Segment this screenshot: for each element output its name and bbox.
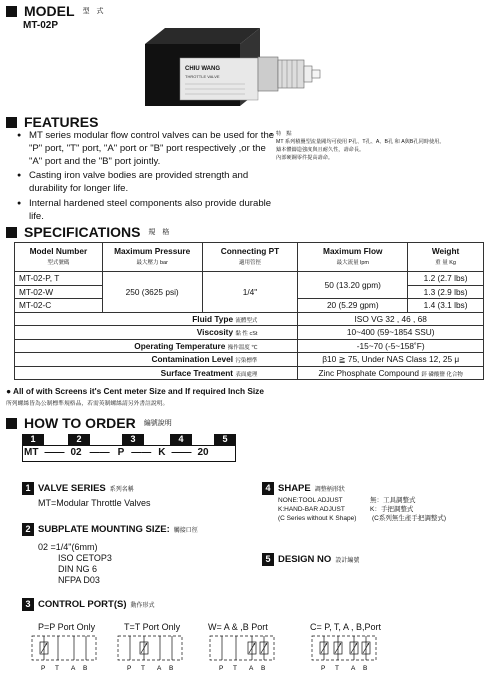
product-subtitle: THROTTLE VALVE xyxy=(185,74,220,79)
model-title: MODEL xyxy=(24,3,75,19)
table-row xyxy=(15,366,484,380)
feature-cn-item: MT 系列積疊型流量閥均可使用 P孔、T孔、A、B孔 和 A與B孔同時使用。 xyxy=(276,139,445,145)
shape-line: K:HAND-BAR ADJUST xyxy=(278,506,345,513)
feature-item: ● Internal hardened steel components also provide durable life. xyxy=(17,198,277,224)
prop-value: -15~70 (-5~158˚F) xyxy=(298,339,484,353)
order-dash: —— xyxy=(44,447,65,458)
order-num-box: 4 xyxy=(170,434,192,445)
port-label: P=P Port Only xyxy=(38,622,96,632)
order-num-box: 5 xyxy=(214,434,236,445)
section-title: CONTROL PORT(S) xyxy=(38,599,127,610)
col-header-pressure: Maximum Pressure 最大壓力 bar xyxy=(102,243,202,272)
order-num-box: 3 xyxy=(122,434,144,445)
section-title-cn: 系列名稱 xyxy=(109,487,134,493)
section-design-no xyxy=(262,553,359,566)
section-number-badge: 5 xyxy=(262,553,274,566)
order-code: P xyxy=(117,447,125,458)
cell-flow: 50 (13.20 gpm) xyxy=(298,272,408,299)
port-diagram-c xyxy=(312,636,376,672)
table-row xyxy=(15,339,484,353)
port-diagram-t xyxy=(118,636,182,672)
feature-item: ● MT series modular flow control valves can be used for the "P" port, "T" port, "A" port or "B" port respectively ,or the "A" port and the "B" port jointly. xyxy=(17,130,277,168)
bullet-square-icon xyxy=(6,6,17,17)
features-cn xyxy=(270,130,485,162)
table-row xyxy=(15,353,484,367)
prop-label: Operating Temperature 操作溫度 ℃ xyxy=(15,339,298,353)
subplate-line: ISO CETOP3 xyxy=(58,553,112,563)
specifications-title: SPECIFICATIONS xyxy=(24,224,141,240)
feature-cn-item: 鑄本體鑄造強度與且耐久性，壽命長。 xyxy=(276,147,365,153)
section-shape xyxy=(262,482,345,495)
model-title-cn: 型 式 xyxy=(82,8,104,15)
control-port-diagrams xyxy=(30,632,470,674)
cell-model: MT-02-P, T xyxy=(15,272,103,286)
model-heading xyxy=(6,3,104,19)
shape-line-cn: K：手把調整式 xyxy=(370,506,414,513)
order-code-diagram xyxy=(22,434,242,462)
section-title: VALVE SERIES xyxy=(38,483,106,494)
port-label: C= P, T, A , B,Port xyxy=(310,622,381,632)
prop-label: Viscosity 黏 性 cSt xyxy=(15,326,298,340)
svg-text:P: P xyxy=(41,665,46,672)
table-row xyxy=(15,312,484,326)
shape-line: (C Series without K Shape) xyxy=(278,515,357,522)
order-code-row xyxy=(24,447,209,458)
svg-text:B: B xyxy=(261,665,266,672)
order-num-box: 1 xyxy=(22,434,44,445)
section-control-ports xyxy=(22,598,155,611)
section-title: SUBPLATE MOUNTING SIZE: xyxy=(38,524,170,535)
section-title: SHAPE xyxy=(278,483,311,494)
shape-line: NONE:TOOL ADJUST xyxy=(278,497,343,504)
section-title-cn: 動作形式 xyxy=(130,603,155,609)
section-title-cn: 調整柄形狀 xyxy=(314,487,345,493)
order-code: 20 xyxy=(197,447,209,458)
feature-cn-item: 內部硬鋼零件提高壽命。 xyxy=(276,155,334,161)
svg-text:T: T xyxy=(141,665,145,672)
how-to-order-heading xyxy=(6,415,172,431)
prop-value: β10 ≧ 75, Under NAS Class 12, 25 μ xyxy=(298,353,484,367)
svg-text:T: T xyxy=(335,665,339,672)
prop-value: ISO VG 32 , 46 , 68 xyxy=(298,312,484,326)
order-dash: —— xyxy=(89,447,110,458)
svg-text:B: B xyxy=(169,665,174,672)
valve-series-text: MT=Modular Throttle Valves xyxy=(38,498,151,508)
bullet-square-icon xyxy=(6,227,17,238)
cell-weight: 1.4 (3.1 lbs) xyxy=(408,299,484,313)
feature-item: ● Casting iron valve bodies are provided strength and durability for longer life. xyxy=(17,170,277,196)
order-dash: —— xyxy=(131,447,152,458)
subplate-line: DIN NG 6 xyxy=(58,564,98,574)
svg-text:A: A xyxy=(157,665,162,672)
svg-text:P: P xyxy=(219,665,224,672)
section-title: DESIGN NO xyxy=(278,554,332,565)
features-cn-title: ● 特 點 xyxy=(270,130,485,138)
how-to-order-title: HOW TO ORDER xyxy=(24,415,136,431)
svg-text:A: A xyxy=(249,665,254,672)
how-to-order-title-cn: 編號說明 xyxy=(143,420,172,427)
model-code: MT-02P xyxy=(23,20,59,31)
subplate-line: NFPA D03 xyxy=(58,575,100,585)
svg-text:B: B xyxy=(363,665,368,672)
svg-text:B: B xyxy=(83,665,88,672)
specifications-title-cn: 規 格 xyxy=(148,229,170,236)
port-label: T=T Port Only xyxy=(124,622,181,632)
section-title-cn: 設計編號 xyxy=(335,558,360,564)
section-valve-series xyxy=(22,482,134,495)
cell-model: MT-02-C xyxy=(15,299,103,313)
cell-weight: 1.3 (2.9 lbs) xyxy=(408,285,484,299)
features-heading xyxy=(6,114,98,130)
col-header-model: Model Number 型式號碼 xyxy=(15,243,103,272)
prop-label: Surface Treatment 表面處理 xyxy=(15,366,298,380)
svg-text:P: P xyxy=(321,665,326,672)
cell-flow: 20 (5.29 gpm) xyxy=(298,299,408,313)
features-list xyxy=(17,130,277,226)
table-row xyxy=(15,326,484,340)
section-number-badge: 1 xyxy=(22,482,34,495)
bullet-square-icon xyxy=(6,418,17,429)
section-title-cn: 觸接口徑 xyxy=(173,528,198,534)
cell-model: MT-02-W xyxy=(15,285,103,299)
order-num-box: 2 xyxy=(68,434,90,445)
specifications-table xyxy=(14,242,484,380)
product-brand: CHIU WANG xyxy=(185,66,220,72)
table-header-row xyxy=(15,243,484,272)
section-number-badge: 2 xyxy=(22,523,34,536)
specifications-heading xyxy=(6,224,169,240)
section-subplate xyxy=(22,523,198,536)
features-title: FEATURES xyxy=(24,114,99,130)
shape-line-cn: (C系列無生產手把調整式) xyxy=(372,515,447,522)
svg-text:T: T xyxy=(233,665,237,672)
svg-text:P: P xyxy=(127,665,132,672)
order-code: K xyxy=(158,447,166,458)
svg-text:T: T xyxy=(55,665,59,672)
col-header-weight: Weight 重 量 Kg xyxy=(408,243,484,272)
section-number-badge: 3 xyxy=(22,598,34,611)
product-image xyxy=(145,22,345,117)
prop-label: Contamination Level 污染標準 xyxy=(15,353,298,367)
section-number-badge: 4 xyxy=(262,482,274,495)
prop-value: Zinc Phosphate Compound 鋅 磷酸鹽 化合物 xyxy=(298,366,484,380)
subplate-line: 02 =1/4"(6mm) xyxy=(38,542,98,552)
order-code: 02 xyxy=(70,447,82,458)
table-row xyxy=(15,272,484,286)
order-dash: —— xyxy=(171,447,192,458)
size-note: ● All of with Screens it's Cent meter Size and If required Inch Size xyxy=(6,386,264,396)
shape-line-cn: 無：工具調整式 xyxy=(370,497,416,504)
port-diagram-p xyxy=(32,636,96,672)
col-header-flow: Maximum Flow 最大流量 lpm xyxy=(298,243,408,272)
svg-text:A: A xyxy=(351,665,356,672)
port-label: W= A & ,B Port xyxy=(208,622,268,632)
prop-label: Fluid Type 流體型式 xyxy=(15,312,298,326)
prop-value: 10~400 (59~1854 SSU) xyxy=(298,326,484,340)
order-code: MT xyxy=(24,447,39,458)
svg-text:A: A xyxy=(71,665,76,672)
cell-pt: 1/4" xyxy=(202,272,298,313)
port-diagram-w xyxy=(210,636,274,672)
size-note-cn: 所列螺絲皆為公制標準規格品，若需英制螺絲請另外書註說明。 xyxy=(6,401,169,407)
bullet-square-icon xyxy=(6,117,17,128)
col-header-connecting-pt: Connecting PT 適用管徑 xyxy=(202,243,298,272)
cell-pressure: 250 (3625 psi) xyxy=(102,272,202,313)
cell-weight: 1.2 (2.7 lbs) xyxy=(408,272,484,286)
